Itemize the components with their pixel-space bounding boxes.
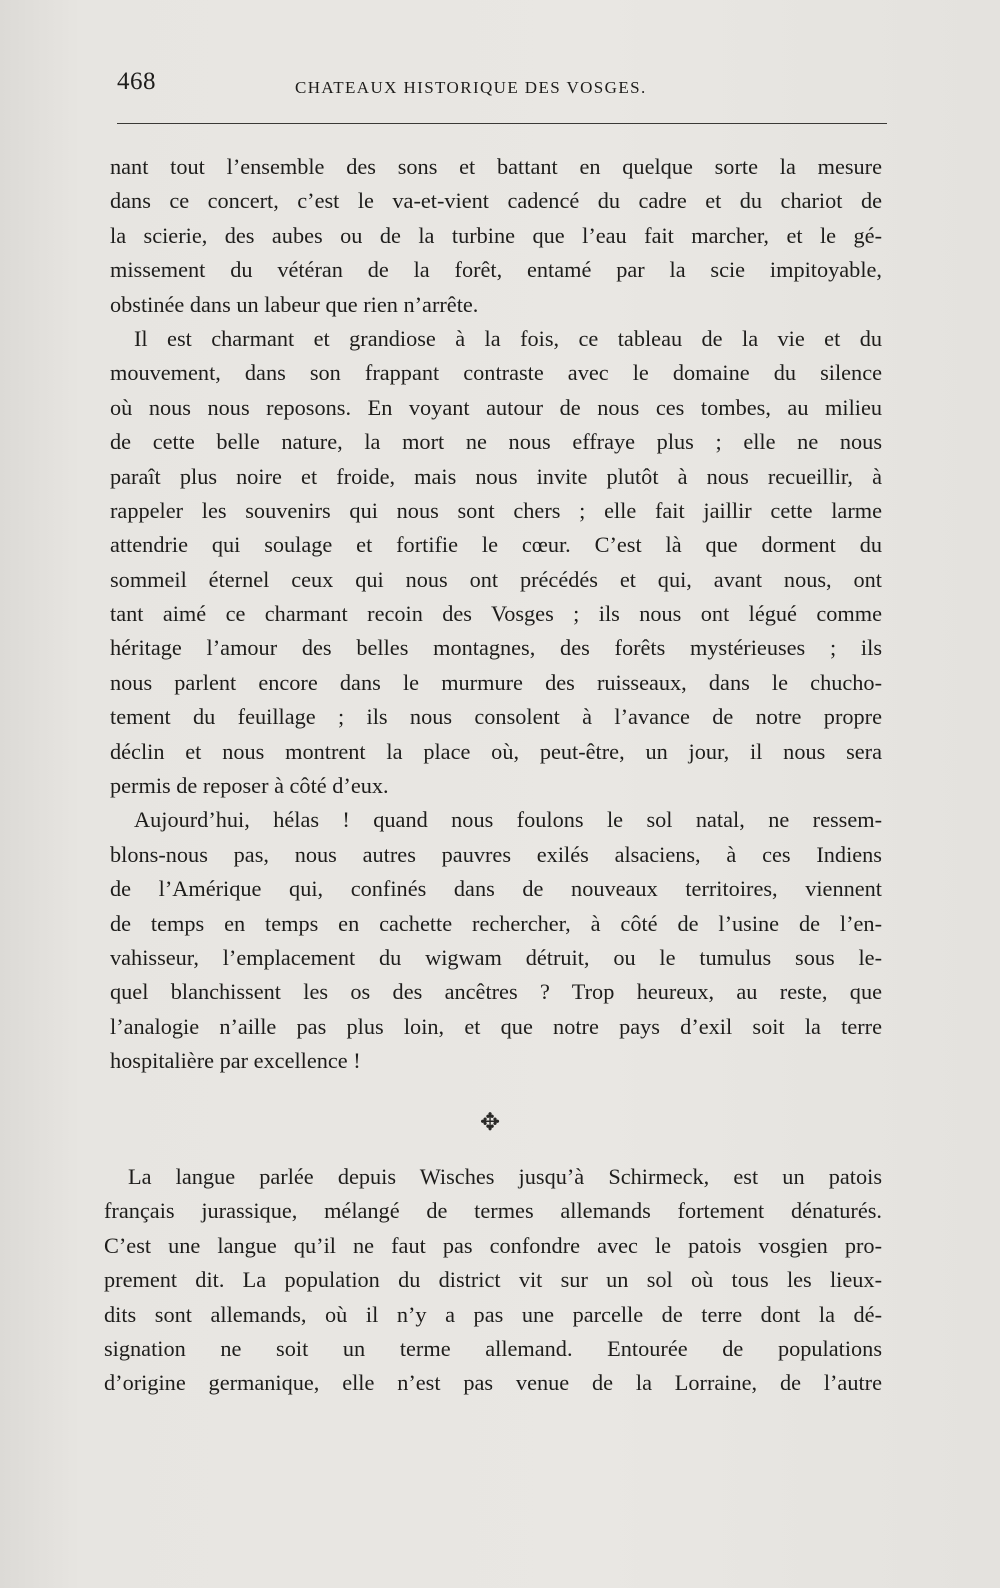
text-line: hospitalière par excellence ! — [110, 1048, 361, 1074]
text-line: obstinée dans un labeur que rien n’arrête. — [110, 291, 479, 317]
text-line: permis de reposer à côté d’eux. — [110, 773, 389, 799]
text-line: de l’Amérique qui, confinés dans de nouveaux territoires, viennent — [110, 876, 882, 902]
text-line: paraît plus noire et froide, mais nous invite plutôt à nous recueillir, à — [110, 463, 882, 489]
text-line: La langue parlée depuis Wisches jusqu’à Schirmeck, est un patois — [128, 1164, 882, 1189]
main-text — [110, 150, 882, 1079]
text-line: tement du feuillage ; ils nous consolent à l’avance de notre propre — [110, 704, 882, 730]
text-line: missement du vétéran de la forêt, entamé par la scie impitoyable, — [110, 257, 882, 283]
text-line: C’est une langue qu’il ne faut pas confondre avec le patois vosgien pro- — [104, 1232, 882, 1258]
text-line: vahisseur, l’emplacement du wigwam détruit, ou le tumulus sous le- — [110, 944, 882, 970]
section-two-text — [104, 1160, 882, 1401]
text-line: déclin et nous montrent la place où, peut-être, un jour, il nous sera — [110, 738, 882, 764]
paragraph-1 — [110, 150, 882, 322]
text-line: attendrie qui soulage et fortifie le cœur. C’est là que dorment du — [110, 532, 882, 558]
text-line: dans ce concert, c’est le va-et-vient cadencé du cadre et du chariot de — [110, 188, 882, 214]
text-line: français jurassique, mélangé de termes allemands fortement dénaturés. — [104, 1198, 882, 1224]
paragraph-3 — [110, 803, 882, 1078]
text-line: l’analogie n’aille pas plus loin, et que notre pays d’exil soit la terre — [110, 1013, 882, 1039]
text-line: prement dit. La population du district vit sur un sol où tous les lieux- — [104, 1267, 882, 1293]
running-title: CHATEAUX HISTORIQUE DES VOSGES. — [295, 78, 647, 97]
text-line: tant aimé ce charmant recoin des Vosges ; ils nous ont légué comme — [110, 601, 882, 627]
text-line: Il est charmant et grandiose à la fois, ce tableau de la vie et du — [134, 325, 882, 351]
fleuron-icon: ✥ — [479, 1110, 501, 1136]
text-line: nous parlent encore dans le murmure des ruisseaux, dans le chucho- — [110, 669, 882, 695]
text-line: nant tout l’ensemble des sons et battant en quelque sorte la mesure — [110, 154, 882, 179]
text-line: rappeler les souvenirs qui nous sont chers ; elle fait jaillir cette larme — [110, 497, 882, 523]
text-line: blons-nous pas, nous autres pauvres exilés alsaciens, à ces Indiens — [110, 841, 882, 867]
text-line: la scierie, des aubes ou de la turbine que l’eau fait marcher, et le gé- — [110, 222, 882, 248]
page-header — [117, 68, 885, 108]
text-line: Aujourd’hui, hélas ! quand nous foulons le sol natal, ne ressem- — [134, 807, 882, 833]
text-line: mouvement, dans son frappant contraste avec le domaine du silence — [110, 360, 882, 386]
text-line: héritage l’amour des belles montagnes, des forêts mystérieuses ; ils — [110, 635, 882, 661]
text-line: sommeil éternel ceux qui nous ont précédés et qui, avant nous, ont — [110, 566, 882, 592]
text-line: d’origine germanique, elle n’est pas venue de la Lorraine, de l’autre — [104, 1370, 882, 1396]
page-number: 468 — [117, 68, 156, 95]
text-line: signation ne soit un terme allemand. Entourée de populations — [104, 1335, 882, 1361]
text-line: quel blanchissent les os des ancêtres ? Trop heureux, au reste, que — [110, 979, 882, 1005]
header-rule — [117, 123, 887, 124]
text-line: dits sont allemands, où il n’y a pas une parcelle de terre dont la dé- — [104, 1301, 882, 1327]
text-line: de cette belle nature, la mort ne nous effraye plus ; elle ne nous — [110, 429, 882, 455]
text-line: de temps en temps en cachette rechercher, à côté de l’usine de l’en- — [110, 910, 882, 936]
paragraph-2 — [110, 322, 882, 803]
text-line: où nous nous reposons. En voyant autour de nous ces tombes, au milieu — [110, 394, 882, 420]
